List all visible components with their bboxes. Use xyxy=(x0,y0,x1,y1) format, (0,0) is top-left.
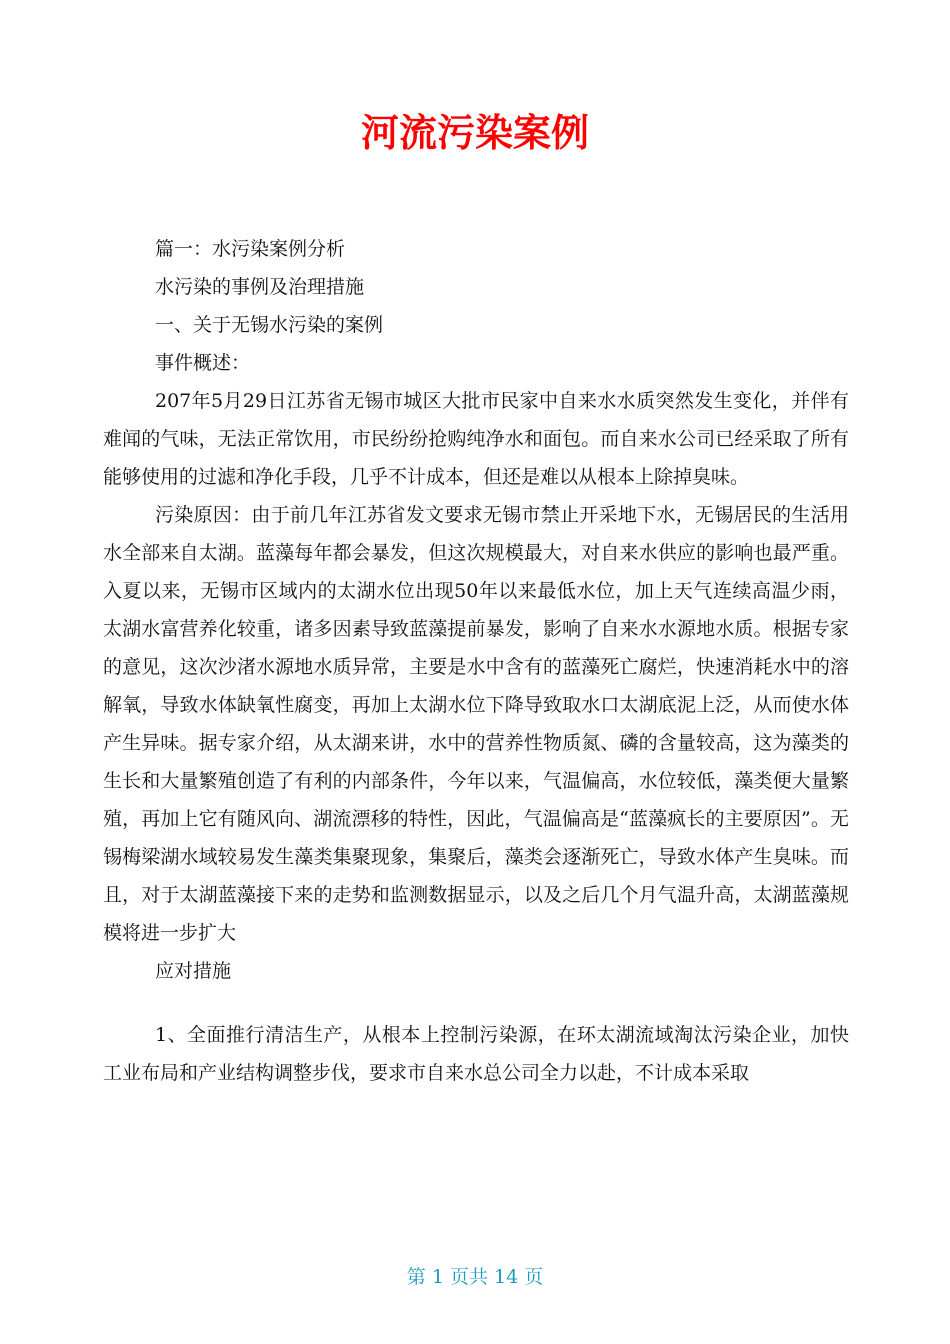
paragraph-overview-label: 事件概述： xyxy=(155,352,251,374)
page-footer: 第 1 页共 14 页 xyxy=(406,1266,544,1288)
paragraph-measures-heading: 应对措施 xyxy=(155,960,232,982)
document-title: 河流污染案例 xyxy=(360,111,589,155)
paragraph-section-heading: 篇一：水污染案例分析 xyxy=(155,238,346,260)
paragraph-event-overview: 207年5月29日江苏省无锡市城区大批市民家中自来水水质突然发生变化，并伴有难闻的气味，无法正常饮用，市民纷纷抢购纯净水和面包。而自来水公司已经采取了所有能够使用的过滤和净化手段，几乎不计成本，但还是难以从根本上除掉臭味。 xyxy=(103,390,849,488)
document-body xyxy=(103,230,849,1092)
paragraph-subtitle: 水污染的事例及治理措施 xyxy=(155,276,365,298)
paragraph-spacer xyxy=(103,990,849,1016)
paragraph-pollution-cause: 污染原因：由于前几年江苏省发文要求无锡市禁止开采地下水，无锡居民的生活用水全部来自太湖。蓝藻每年都会暴发，但这次规模最大，对自来水供应的影响也最严重。入夏以来，无锡市区域内的太湖水位出现50年以来最低水位，加上天气连续高温少雨，太湖水富营养化较重，诸多因素导致蓝藻提前暴发，影响了自来水水源地水质。根据专家的意见，这次沙渚水源地水质异常，主要是水中含有的蓝藻死亡腐烂，快速消耗水中的溶解氧，导致水体缺氧性腐变，再加上太湖水位下降导致取水口太湖底泥上泛，从而使水体产生异味。据专家介绍，从太湖来讲，水中的营养性物质氮、磷的含量较高，这为藻类的生长和大量繁殖创造了有利的内部条件，今年以来，气温偏高，水位较低，藻类便大量繁殖，再加上它有随风向、湖流漂移的特性，因此，气温偏高是“蓝藻疯长的主要原因”。无锡梅梁湖水域较易发生藻类集聚现象，集聚后，藻类会逐渐死亡，导致水体产生臭味。而且，对于太湖蓝藻接下来的走势和监测数据显示，以及之后几个月气温升高，太湖蓝藻规模将进一步扩大 xyxy=(103,504,849,944)
paragraph-measure-1: 1、全面推行清洁生产，从根本上控制污染源，在环太湖流域淘汰污染企业，加快工业布局和产业结构调整步伐，要求市自来水总公司全力以赴，不计成本采取 xyxy=(103,1024,849,1084)
paragraph-case-heading: 一、关于无锡水污染的案例 xyxy=(155,314,384,336)
